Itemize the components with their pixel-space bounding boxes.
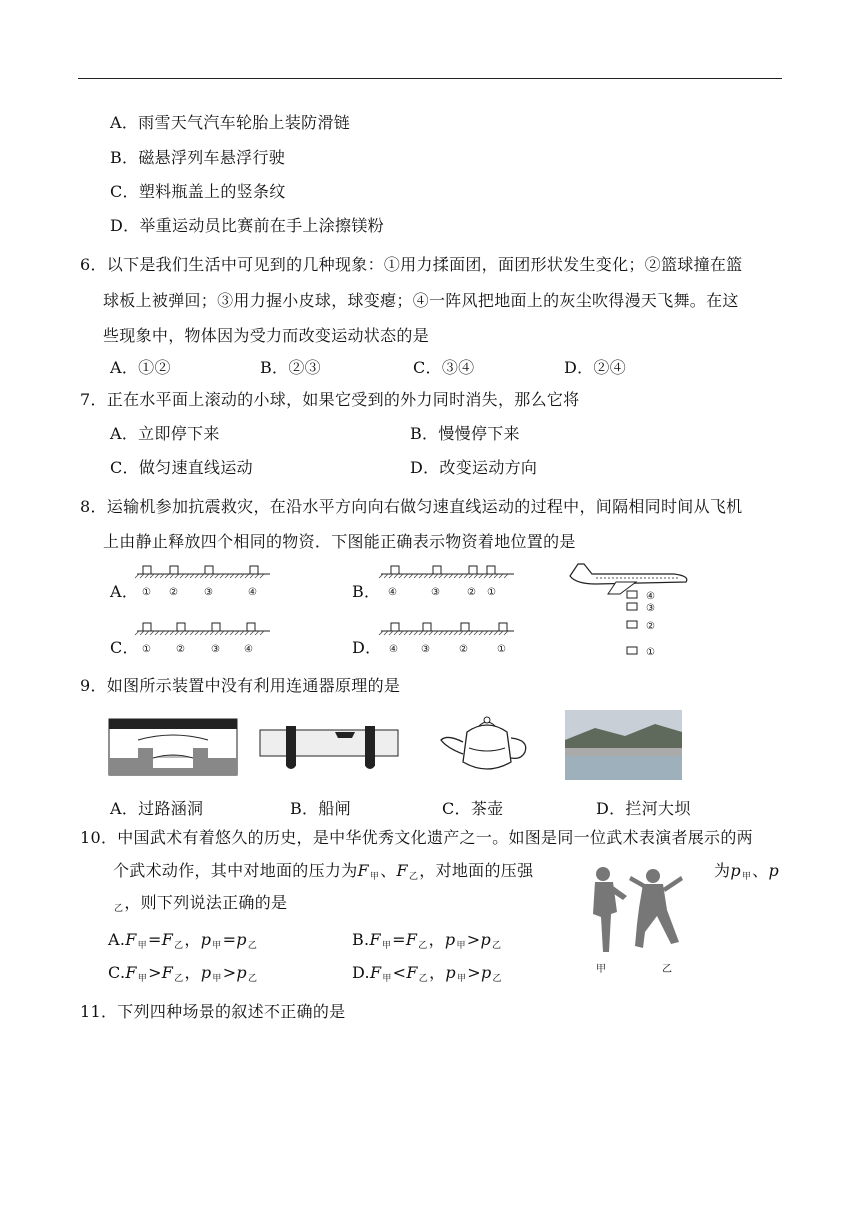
q6-option-c[interactable]: C．③④: [413, 358, 475, 377]
q5-option-c[interactable]: C．塑料瓶盖上的竖条纹: [110, 182, 286, 201]
q8-c-label-4: ④: [244, 644, 254, 655]
q9-option-b[interactable]: B．船闸: [290, 799, 351, 818]
q10-stem-line1: 10．中国武术有着悠久的历史，是中华优秀文化遗产之一。如图是同一位武术表演者展示的两: [80, 828, 753, 847]
q6-option-b[interactable]: B．②③: [260, 358, 321, 377]
q8-c-label-2: ②: [176, 644, 186, 655]
q9-option-a[interactable]: A．过路涵洞: [110, 799, 204, 818]
q6-stem-line1: 6．以下是我们生活中可见到的几种现象：①用力揉面团，面团形状发生变化；②篮球撞在篮: [80, 255, 743, 274]
q6-option-d[interactable]: D．②④: [564, 358, 627, 377]
q8-d-label-2: ③: [421, 644, 431, 655]
q8-a-label-1: ①: [142, 587, 152, 598]
q10-stem-line2: 个武术动作，其中对地面的压力为$F_甲$、$F_乙$，对地面的压强: [113, 861, 534, 882]
q6-option-a[interactable]: A．①②: [110, 358, 171, 377]
q8-option-c[interactable]: C．: [110, 638, 139, 657]
culvert-figure: [108, 718, 238, 776]
ship-lock-figure: [260, 716, 400, 776]
plane-label-1: ①: [646, 647, 656, 658]
q8-d-label-4: ①: [497, 644, 507, 655]
q10-stem-line2-right: 为$p_甲$、p: [714, 861, 780, 882]
teapot-figure: [437, 712, 537, 778]
q7-option-b[interactable]: B．慢慢停下来: [410, 424, 520, 443]
q9-option-c[interactable]: C．茶壶: [442, 799, 504, 818]
figure-label-yi: 乙: [662, 964, 673, 975]
q8-a-label-2: ②: [169, 587, 179, 598]
q8-c-label-1: ①: [142, 644, 152, 655]
q10-option-c[interactable]: $C.F_甲>F_乙$，$p_甲>p_乙$: [108, 963, 258, 984]
q8-diagram-d: [381, 619, 516, 655]
q8-option-a[interactable]: A．: [110, 582, 139, 601]
q8-option-d[interactable]: D．: [352, 638, 382, 657]
q5-option-d[interactable]: D．举重运动员比赛前在手上涂擦镁粉: [110, 216, 384, 235]
q8-a-label-4: ④: [248, 587, 258, 598]
q8-stem-line2: 上由静止释放四个相同的物资．下图能正确表示物资着地位置的是: [103, 532, 576, 551]
q10-stem-line3: $_乙$，则下列说法正确的是: [114, 893, 288, 914]
q8-d-label-1: ④: [389, 644, 399, 655]
q8-stem-line1: 8．运输机参加抗震救灾，在沿水平方向向右做匀速直线运动的过程中，间隔相同时间从飞机: [80, 497, 743, 516]
q6-stem-line3: 些现象中，物体因为受力而改变运动状态的是: [103, 326, 430, 345]
q8-b-label-1: ④: [388, 587, 398, 598]
falling-boxes: [626, 590, 640, 660]
q8-a-label-3: ③: [204, 587, 214, 598]
q8-d-label-3: ②: [459, 644, 469, 655]
dam-photo: [565, 710, 682, 780]
header-rule: [78, 78, 782, 79]
q7-stem: 7．正在水平面上滚动的小球，如果它受到的外力同时消失，那么它将: [80, 390, 580, 409]
q5-option-a[interactable]: A．雨雪天气汽车轮胎上装防滑链: [110, 113, 351, 132]
figure-label-jia: 甲: [596, 964, 607, 975]
q9-stem: 9．如图所示装置中没有利用连通器原理的是: [80, 676, 401, 695]
plane-label-4: ④: [646, 591, 656, 602]
q5-option-b[interactable]: B．磁悬浮列车悬浮行驶: [110, 148, 286, 167]
q8-c-label-3: ③: [211, 644, 221, 655]
q10-option-a[interactable]: $A.F_甲=F_乙$，$p_甲=p_乙$: [108, 930, 258, 951]
q8-b-label-3: ②: [467, 587, 477, 598]
q7-option-c[interactable]: C．做匀速直线运动: [110, 458, 253, 477]
q7-option-a[interactable]: A．立即停下来: [110, 424, 220, 443]
q9-option-d[interactable]: D．拦河大坝: [596, 799, 691, 818]
plane-label-2: ②: [646, 621, 656, 632]
q7-option-d[interactable]: D．改变运动方向: [410, 458, 538, 477]
q6-stem-line2: 球板上被弹回；③用力握小皮球，球变瘪；④一阵风把地面上的灰尘吹得漫天飞舞。在这: [103, 291, 739, 310]
q10-option-b[interactable]: $B.F_甲=F_乙$，$p_甲>p_乙$: [352, 930, 502, 951]
q8-b-label-2: ③: [431, 587, 441, 598]
q11-stem: 11．下列四种场景的叙述不正确的是: [80, 1002, 346, 1021]
q8-option-b[interactable]: B．: [352, 582, 381, 601]
q10-option-d[interactable]: $D.F_甲<F_乙$，$p_甲>p_乙$: [352, 963, 502, 984]
plane-label-3: ③: [646, 603, 656, 614]
q8-b-label-4: ①: [487, 587, 497, 598]
